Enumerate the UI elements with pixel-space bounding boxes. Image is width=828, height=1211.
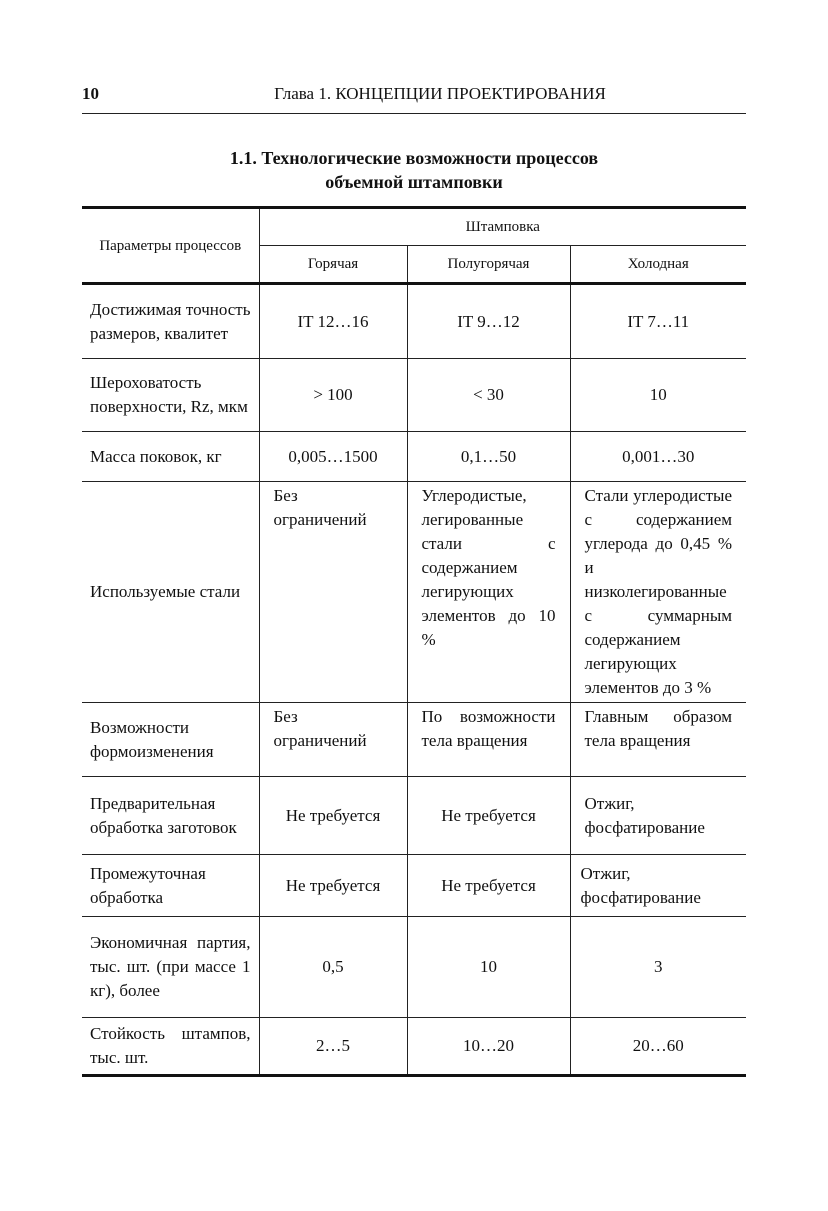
table-row [82, 359, 746, 432]
running-head [0, 84, 828, 104]
value-cell: > 100 [259, 359, 407, 432]
page-number: 10 [82, 84, 99, 103]
header-rule [82, 113, 746, 114]
table-caption [82, 146, 746, 194]
value-cell: Не требуется [259, 777, 407, 855]
param-cell: Шероховатость поверхности, Rz, мкм [82, 359, 259, 432]
value-cell: 10…20 [407, 1018, 570, 1076]
value-cell: Без ограничений [259, 703, 407, 777]
param-cell: Предварительная обработка заготовок [82, 777, 259, 855]
value-cell: Не требуется [407, 855, 570, 917]
column-header-warm: Полугорячая [407, 246, 570, 284]
table-row [82, 284, 746, 359]
value-cell: 0,1…50 [407, 432, 570, 482]
value-cell: 3 [570, 917, 746, 1018]
value-cell: IT 9…12 [407, 284, 570, 359]
value-cell: 20…60 [570, 1018, 746, 1076]
caption-line-1: 1.1. Технологические возможности процессов [229, 148, 599, 168]
table-row [82, 855, 746, 917]
value-cell: < 30 [407, 359, 570, 432]
value-cell: 0,005…1500 [259, 432, 407, 482]
table-row [82, 777, 746, 855]
value-cell: 10 [407, 917, 570, 1018]
param-cell: Достижимая точность размеров, квалитет [82, 284, 259, 359]
value-cell: Не требуется [259, 855, 407, 917]
value-cell: Стали углеродистые с содержанием углерода до 0,45 % и низколегированные с суммарным содержанием легирующих элементов до 3 % [570, 482, 746, 703]
group-header: Штамповка [259, 208, 746, 246]
table-row [82, 917, 746, 1018]
table-row [82, 482, 746, 703]
value-cell: 10 [570, 359, 746, 432]
column-header-cold: Холодная [570, 246, 746, 284]
chapter-title: Глава 1. КОНЦЕПЦИИ ПРОЕКТИРОВАНИЯ [274, 84, 606, 103]
value-cell: IT 12…16 [259, 284, 407, 359]
param-cell: Стойкость штампов, тыс. шт. [82, 1018, 259, 1076]
value-cell: Главным образом тела вращения [570, 703, 746, 777]
value-cell: По возможности тела вращения [407, 703, 570, 777]
table-row [82, 703, 746, 777]
value-cell: Не требуется [407, 777, 570, 855]
param-cell: Промежуточная обработка [82, 855, 259, 917]
value-cell: 2…5 [259, 1018, 407, 1076]
table-row [82, 432, 746, 482]
table-row [82, 1018, 746, 1076]
process-capabilities-table [82, 206, 746, 1077]
param-cell: Используемые стали [82, 482, 259, 703]
value-cell: 0,001…30 [570, 432, 746, 482]
param-cell: Масса поковок, кг [82, 432, 259, 482]
param-header: Параметры процессов [82, 208, 259, 284]
value-cell: Отжиг, фосфатирование [570, 855, 746, 917]
param-cell: Экономичная партия, тыс. шт. (при массе 1 кг), более [82, 917, 259, 1018]
value-cell: 0,5 [259, 917, 407, 1018]
value-cell: IT 7…11 [570, 284, 746, 359]
value-cell: Отжиг, фосфатирование [570, 777, 746, 855]
value-cell: Углеродистые, легированные стали с содержанием легирующих элементов до 10 % [407, 482, 570, 703]
caption-line-2: объемной штамповки [325, 172, 503, 192]
value-cell: Без ограничений [259, 482, 407, 703]
column-header-hot: Горячая [259, 246, 407, 284]
param-cell: Возможности формоизменения [82, 703, 259, 777]
